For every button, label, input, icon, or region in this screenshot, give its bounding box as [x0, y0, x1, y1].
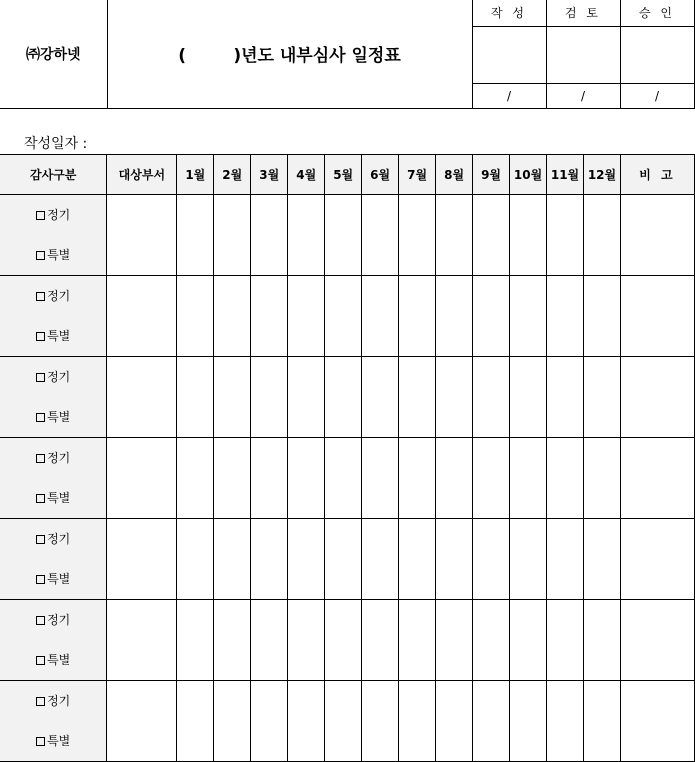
- month-4-cell[interactable]: [288, 195, 325, 276]
- target-dept-cell[interactable]: [107, 681, 177, 762]
- month-8-cell[interactable]: [436, 195, 473, 276]
- remarks-cell[interactable]: [620, 276, 694, 357]
- target-dept-cell[interactable]: [107, 276, 177, 357]
- month-3-cell[interactable]: [251, 438, 288, 519]
- month-1-cell[interactable]: [177, 357, 214, 438]
- month-4-cell[interactable]: [288, 519, 325, 600]
- table-row: [0, 519, 695, 600]
- label-special: 특별: [47, 653, 71, 667]
- month-9-cell[interactable]: [473, 357, 510, 438]
- month-8-cell[interactable]: [436, 519, 473, 600]
- month-11-cell[interactable]: [547, 195, 584, 276]
- checkbox-regular[interactable]: [36, 535, 45, 544]
- label-regular: 정기: [47, 289, 71, 303]
- month-6-cell[interactable]: [362, 600, 399, 681]
- label-special: 특별: [47, 491, 71, 505]
- header-table: [0, 0, 695, 109]
- month-9-cell[interactable]: [473, 438, 510, 519]
- label-special: 특별: [47, 329, 71, 343]
- month-8-cell[interactable]: [436, 438, 473, 519]
- col-remarks: 비 고: [620, 155, 694, 195]
- table-row: [0, 357, 695, 438]
- checkbox-regular[interactable]: [36, 454, 45, 463]
- month-9-cell[interactable]: [473, 195, 510, 276]
- month-7-cell[interactable]: [399, 681, 436, 762]
- col-audit-type: 감사구분: [0, 155, 107, 195]
- month-12-cell[interactable]: [583, 519, 620, 600]
- month-8-cell[interactable]: [436, 276, 473, 357]
- audit-type-option[interactable]: [0, 640, 106, 680]
- month-3-cell[interactable]: [251, 600, 288, 681]
- approval-sign-approve[interactable]: [620, 26, 694, 83]
- audit-type-option[interactable]: [0, 357, 106, 397]
- month-1-cell[interactable]: [177, 195, 214, 276]
- month-4-cell[interactable]: [288, 681, 325, 762]
- month-3-cell[interactable]: [251, 681, 288, 762]
- month-10-cell[interactable]: [510, 681, 547, 762]
- label-regular: 정기: [47, 532, 71, 546]
- audit-type-option[interactable]: [0, 235, 106, 275]
- checkbox-regular[interactable]: [36, 616, 45, 625]
- approval-date-write[interactable]: /: [472, 83, 546, 108]
- table-row: [0, 600, 695, 681]
- creation-date-label: 작성일자 :: [24, 136, 88, 152]
- month-7-cell[interactable]: [399, 195, 436, 276]
- month-6-cell[interactable]: [362, 276, 399, 357]
- month-7-cell[interactable]: [399, 276, 436, 357]
- month-9-cell[interactable]: [473, 681, 510, 762]
- month-11-cell[interactable]: [547, 519, 584, 600]
- target-dept-cell[interactable]: [107, 195, 177, 276]
- col-month-1: 1월: [177, 155, 214, 195]
- month-6-cell[interactable]: [362, 519, 399, 600]
- month-11-cell[interactable]: [547, 681, 584, 762]
- month-6-cell[interactable]: [362, 357, 399, 438]
- col-month-2: 2월: [214, 155, 251, 195]
- month-2-cell[interactable]: [214, 195, 251, 276]
- col-month-9: 9월: [473, 155, 510, 195]
- month-12-cell[interactable]: [583, 600, 620, 681]
- approval-date-approve[interactable]: /: [620, 83, 694, 108]
- month-9-cell[interactable]: [473, 519, 510, 600]
- month-5-cell[interactable]: [325, 438, 362, 519]
- month-12-cell[interactable]: [583, 357, 620, 438]
- checkbox-special[interactable]: [36, 656, 45, 665]
- audit-type-cell: [0, 519, 107, 600]
- remarks-cell[interactable]: [620, 195, 694, 276]
- month-2-cell[interactable]: [214, 681, 251, 762]
- schedule-table: [0, 154, 695, 762]
- approval-label-review: 검 토: [546, 0, 620, 26]
- approval-sign-write[interactable]: [472, 26, 546, 83]
- label-regular: 정기: [47, 613, 71, 627]
- month-6-cell[interactable]: [362, 195, 399, 276]
- approval-sign-review[interactable]: [546, 26, 620, 83]
- checkbox-special[interactable]: [36, 251, 45, 260]
- remarks-cell[interactable]: [620, 600, 694, 681]
- month-1-cell[interactable]: [177, 438, 214, 519]
- col-month-11: 11월: [547, 155, 584, 195]
- audit-type-cell: [0, 681, 107, 762]
- label-special: 특별: [47, 410, 71, 424]
- month-10-cell[interactable]: [510, 357, 547, 438]
- checkbox-special[interactable]: [36, 413, 45, 422]
- month-10-cell[interactable]: [510, 519, 547, 600]
- audit-type-option[interactable]: [0, 438, 106, 478]
- month-7-cell[interactable]: [399, 357, 436, 438]
- month-4-cell[interactable]: [288, 438, 325, 519]
- audit-type-option[interactable]: [0, 195, 106, 235]
- month-9-cell[interactable]: [473, 276, 510, 357]
- month-1-cell[interactable]: [177, 681, 214, 762]
- month-10-cell[interactable]: [510, 600, 547, 681]
- month-12-cell[interactable]: [583, 681, 620, 762]
- col-month-12: 12월: [583, 155, 620, 195]
- col-month-6: 6월: [362, 155, 399, 195]
- month-11-cell[interactable]: [547, 276, 584, 357]
- remarks-cell[interactable]: [620, 357, 694, 438]
- col-month-10: 10월: [510, 155, 547, 195]
- checkbox-regular[interactable]: [36, 373, 45, 382]
- target-dept-cell[interactable]: [107, 357, 177, 438]
- checkbox-special[interactable]: [36, 737, 45, 746]
- checkbox-special[interactable]: [36, 575, 45, 584]
- remarks-cell[interactable]: [620, 438, 694, 519]
- month-9-cell[interactable]: [473, 600, 510, 681]
- month-4-cell[interactable]: [288, 276, 325, 357]
- month-8-cell[interactable]: [436, 600, 473, 681]
- approval-label-write: 작 성: [472, 0, 546, 26]
- month-2-cell[interactable]: [214, 357, 251, 438]
- month-11-cell[interactable]: [547, 438, 584, 519]
- month-10-cell[interactable]: [510, 438, 547, 519]
- col-month-4: 4월: [288, 155, 325, 195]
- month-4-cell[interactable]: [288, 357, 325, 438]
- month-3-cell[interactable]: [251, 357, 288, 438]
- target-dept-cell[interactable]: [107, 519, 177, 600]
- checkbox-regular[interactable]: [36, 211, 45, 220]
- col-month-7: 7월: [399, 155, 436, 195]
- month-8-cell[interactable]: [436, 357, 473, 438]
- month-3-cell[interactable]: [251, 519, 288, 600]
- month-4-cell[interactable]: [288, 600, 325, 681]
- month-10-cell[interactable]: [510, 276, 547, 357]
- month-3-cell[interactable]: [251, 195, 288, 276]
- label-regular: 정기: [47, 370, 71, 384]
- month-7-cell[interactable]: [399, 519, 436, 600]
- month-5-cell[interactable]: [325, 681, 362, 762]
- col-month-8: 8월: [436, 155, 473, 195]
- label-special: 특별: [47, 248, 71, 262]
- table-row: [0, 438, 695, 519]
- audit-type-option[interactable]: [0, 721, 106, 761]
- month-5-cell[interactable]: [325, 519, 362, 600]
- audit-type-cell: [0, 438, 107, 519]
- month-12-cell[interactable]: [583, 438, 620, 519]
- month-2-cell[interactable]: [214, 600, 251, 681]
- table-row: [0, 681, 695, 762]
- audit-type-cell: [0, 600, 107, 681]
- target-dept-cell[interactable]: [107, 438, 177, 519]
- schedule-header-row: [0, 155, 695, 195]
- month-1-cell[interactable]: [177, 600, 214, 681]
- audit-type-option[interactable]: [0, 600, 106, 640]
- month-5-cell[interactable]: [325, 357, 362, 438]
- month-2-cell[interactable]: [214, 438, 251, 519]
- month-1-cell[interactable]: [177, 519, 214, 600]
- label-special: 특별: [47, 572, 71, 586]
- checkbox-special[interactable]: [36, 332, 45, 341]
- label-regular: 정기: [47, 208, 71, 222]
- col-month-3: 3월: [251, 155, 288, 195]
- month-5-cell[interactable]: [325, 195, 362, 276]
- checkbox-special[interactable]: [36, 494, 45, 503]
- month-6-cell[interactable]: [362, 438, 399, 519]
- approval-date-review[interactable]: /: [546, 83, 620, 108]
- remarks-cell[interactable]: [620, 519, 694, 600]
- audit-type-option[interactable]: [0, 519, 106, 559]
- audit-type-option[interactable]: [0, 681, 106, 721]
- target-dept-cell[interactable]: [107, 600, 177, 681]
- month-10-cell[interactable]: [510, 195, 547, 276]
- month-2-cell[interactable]: [214, 519, 251, 600]
- label-regular: 정기: [47, 694, 71, 708]
- audit-type-option[interactable]: [0, 276, 106, 316]
- audit-type-option[interactable]: [0, 316, 106, 356]
- month-12-cell[interactable]: [583, 276, 620, 357]
- audit-type-option[interactable]: [0, 559, 106, 599]
- table-row: [0, 276, 695, 357]
- col-target-dept: 대상부서: [107, 155, 177, 195]
- month-7-cell[interactable]: [399, 600, 436, 681]
- month-2-cell[interactable]: [214, 276, 251, 357]
- month-5-cell[interactable]: [325, 276, 362, 357]
- month-7-cell[interactable]: [399, 438, 436, 519]
- approval-label-approve: 승 인: [620, 0, 694, 26]
- checkbox-regular[interactable]: [36, 292, 45, 301]
- audit-type-option[interactable]: [0, 397, 106, 437]
- month-12-cell[interactable]: [583, 195, 620, 276]
- month-11-cell[interactable]: [547, 600, 584, 681]
- audit-type-cell: [0, 195, 107, 276]
- remarks-cell[interactable]: [620, 681, 694, 762]
- label-regular: 정기: [47, 451, 71, 465]
- company-name: ㈜강하넷: [0, 0, 107, 108]
- month-1-cell[interactable]: [177, 276, 214, 357]
- month-8-cell[interactable]: [436, 681, 473, 762]
- document-title: ( )년도 내부심사 일정표: [107, 0, 472, 108]
- audit-type-cell: [0, 357, 107, 438]
- checkbox-regular[interactable]: [36, 697, 45, 706]
- month-3-cell[interactable]: [251, 276, 288, 357]
- col-month-5: 5월: [325, 155, 362, 195]
- audit-type-option[interactable]: [0, 478, 106, 518]
- month-11-cell[interactable]: [547, 357, 584, 438]
- audit-type-cell: [0, 276, 107, 357]
- month-6-cell[interactable]: [362, 681, 399, 762]
- label-special: 특별: [47, 734, 71, 748]
- month-5-cell[interactable]: [325, 600, 362, 681]
- table-row: [0, 195, 695, 276]
